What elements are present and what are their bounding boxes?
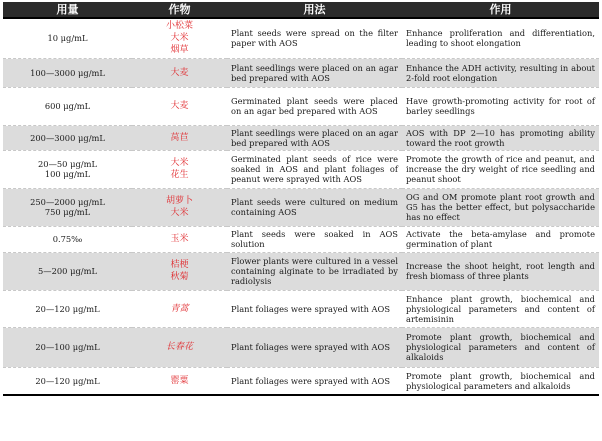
crop-cell <box>132 252 227 290</box>
aos-effects-table <box>3 2 599 396</box>
effect-cell: Have growth-promoting activity for root of barley seedlings <box>406 96 595 116</box>
crop-name: 罂粟 <box>170 375 189 386</box>
crop-cell <box>132 290 227 327</box>
dosage-value: 5—200 μg/mL <box>38 266 97 276</box>
table-row <box>3 18 599 58</box>
table-header <box>3 2 599 18</box>
dosage-cell <box>3 226 132 252</box>
effect-cell: Enhance plant growth, biochemical and physiological parameters and content of artemisinin <box>406 293 595 324</box>
method-cell: Germinated plant seeds were placed on an agar bed prepared with AOS <box>231 96 398 116</box>
dosage-value: 200—3000 μg/mL <box>30 132 105 143</box>
data-table-frame <box>3 2 599 439</box>
dosage-value: 20—120 μg/mL <box>35 303 100 314</box>
crop-name: 大麦 <box>170 67 189 78</box>
dosage-cell <box>3 367 132 395</box>
crop-name: 大米 <box>170 33 189 44</box>
dosage-cell <box>3 87 132 125</box>
crop-name: 花生 <box>170 170 189 180</box>
table-row <box>3 367 599 395</box>
crop-name: 秋菊 <box>170 272 189 282</box>
method-cell: Plant foliages were sprayed with AOS <box>231 303 391 314</box>
crop-name: 玉米 <box>170 234 189 244</box>
table-row <box>3 290 599 327</box>
crop-cell <box>132 87 227 125</box>
crop-name: 桔梗 <box>170 260 189 270</box>
dosage-value: 250—2000 μg/mL <box>30 197 105 207</box>
effect-cell: Increase the shoot height, root length and fresh biomass of three plants <box>402 252 599 290</box>
method-cell: Plant seeds were cultured on medium containing AOS <box>227 188 402 226</box>
table-row <box>3 87 599 125</box>
effect-cell: Promote plant growth, biochemical and physiological parameters and alkaloids <box>406 370 595 391</box>
dosage-value: 100 μg/mL <box>44 169 91 179</box>
dosage-cell <box>3 58 132 87</box>
crop-cell <box>132 327 227 367</box>
dosage-value: 600 μg/mL <box>44 101 91 111</box>
crop-cell <box>132 150 227 188</box>
method-cell: Germinated plant seeds of rice were soaked in AOS and plant foliages of peanut were sprayed with AOS <box>231 154 398 184</box>
effect-cell: AOS with DP 2—10 has promoting ability toward the root growth <box>402 125 599 150</box>
dosage-cell <box>3 290 132 327</box>
dosage-cell <box>3 125 132 150</box>
dosage-value: 20—100 μg/mL <box>35 342 100 352</box>
crop-cell <box>132 58 227 87</box>
dosage-value: 20—120 μg/mL <box>35 375 100 386</box>
crop-name: 长春花 <box>165 342 193 352</box>
crop-cell <box>132 367 227 395</box>
effect-cell: OG and OM promote plant root growth and G5 has the better effect, but polysaccharide has no effect <box>402 188 599 226</box>
dosage-value: 10 μg/mL <box>47 33 88 44</box>
crop-cell <box>132 18 227 58</box>
table-row <box>3 188 599 226</box>
crop-cell <box>132 125 227 150</box>
method-cell: Plant seeds were soaked in AOS solution <box>231 229 398 249</box>
dosage-value: 0.75‰ <box>52 234 83 244</box>
table-body <box>3 18 599 395</box>
crop-name: 胡萝卜 <box>165 196 193 206</box>
effect-cell: Promote the growth of rice and peanut, and increase the dry weight of rice seedling and peanut shoot <box>406 154 595 184</box>
header-row <box>3 2 599 18</box>
crop-name: 大米 <box>170 208 189 218</box>
table-row <box>3 252 599 290</box>
dosage-cell <box>3 150 132 188</box>
dosage-value: 750 μg/mL <box>44 207 91 217</box>
header-crop: 作物 <box>132 2 227 18</box>
crop-name: 大米 <box>170 158 189 168</box>
table-row <box>3 125 599 150</box>
header-dosage: 用量 <box>3 2 132 18</box>
table-row <box>3 226 599 252</box>
dosage-cell <box>3 252 132 290</box>
method-cell: Plant seedlings were placed on an agar bed prepared with AOS <box>227 58 402 87</box>
crop-name: 大麦 <box>170 101 189 111</box>
crop-cell <box>132 226 227 252</box>
crop-cell <box>132 188 227 226</box>
crop-name: 莴苣 <box>170 132 189 143</box>
table-row <box>3 327 599 367</box>
header-method: 用法 <box>227 2 402 18</box>
dosage-cell <box>3 18 132 58</box>
effect-cell: Activate the beta-amylase and promote germination of plant <box>406 229 595 249</box>
dosage-cell <box>3 327 132 367</box>
method-cell: Plant seedlings were placed on an agar bed prepared with AOS <box>227 125 402 150</box>
dosage-value: 100—3000 μg/mL <box>30 67 105 78</box>
dosage-cell <box>3 188 132 226</box>
method-cell: Plant foliages were sprayed with AOS <box>231 375 391 386</box>
effect-cell: Enhance proliferation and differentiation, leading to shoot elongation <box>406 28 595 49</box>
effect-cell: Enhance the ADH activity, resulting in about 2-fold root elongation <box>402 58 599 87</box>
method-cell: Plant seeds were spread on the filter paper with AOS <box>231 28 398 49</box>
crop-name: 小松菜 <box>165 21 193 32</box>
table-row <box>3 150 599 188</box>
header-effect: 作用 <box>402 2 599 18</box>
effect-cell: Promote plant growth, biochemical and physiological parameters and content of alkaloids <box>402 327 599 367</box>
table-row <box>3 58 599 87</box>
method-cell: Plant foliages were sprayed with AOS <box>227 327 402 367</box>
crop-name: 烟草 <box>170 45 189 56</box>
crop-name: 青蒿 <box>170 303 189 314</box>
method-cell: Flower plants were cultured in a vessel containing alginate to be irradiated by radiolysis <box>227 252 402 290</box>
dosage-value: 20—50 μg/mL <box>38 159 97 169</box>
